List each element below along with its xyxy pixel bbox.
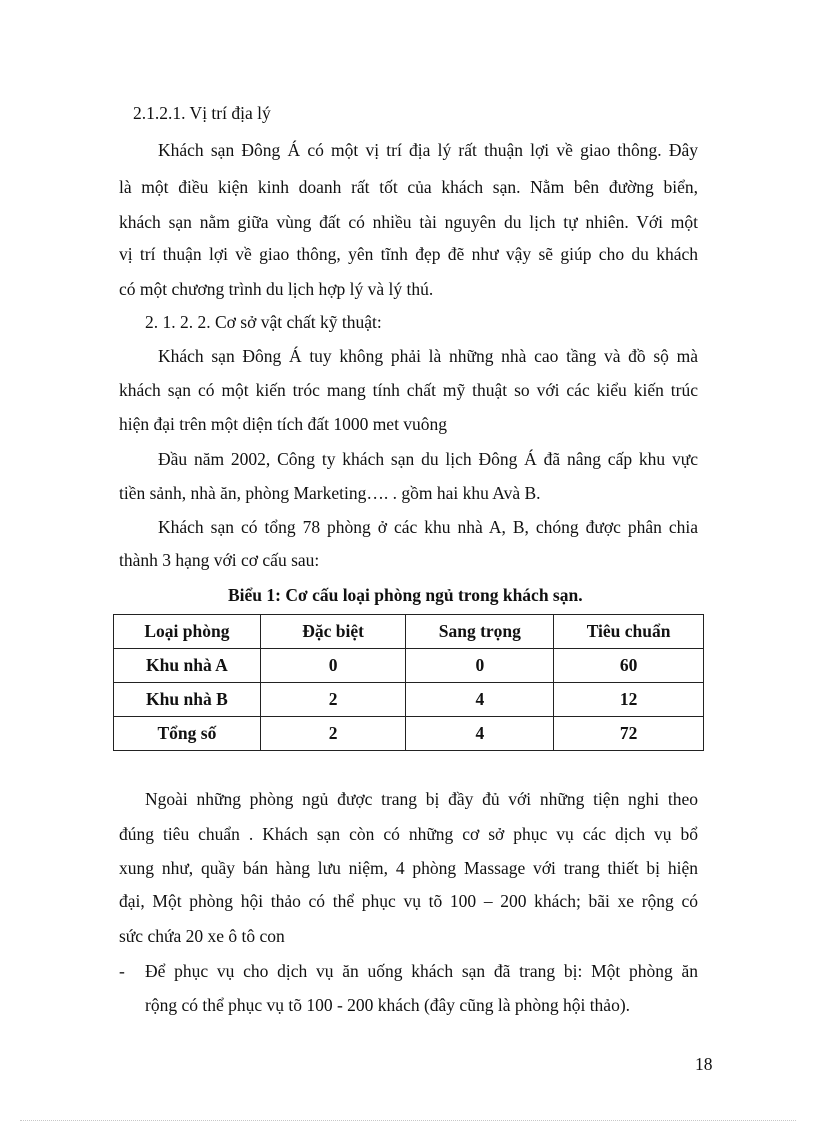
paragraph-line: đúng tiêu chuẩn . Khách sạn còn có những cơ sở phục vụ các dịch vụ bổ <box>119 824 698 844</box>
table-header-cell: Tiêu chuẩn <box>554 615 704 649</box>
table-cell: 12 <box>554 683 704 717</box>
table-cell: 4 <box>406 717 554 751</box>
paragraph-line: khách sạn có một kiến tróc mang tính chất mỹ thuật so với các kiểu kiến trúc <box>119 380 698 400</box>
table-cell: Khu nhà B <box>114 683 261 717</box>
paragraph-line: xung như, quầy bán hàng lưu niệm, 4 phòng Massage với trang thiết bị hiện <box>119 858 698 878</box>
table-cell: 4 <box>406 683 554 717</box>
table-cell: 0 <box>406 649 554 683</box>
table-row <box>114 649 704 683</box>
table-cell: 0 <box>260 649 406 683</box>
table-cell: 2 <box>260 683 406 717</box>
table-header-cell: Đặc biệt <box>260 615 406 649</box>
page-number: 18 <box>695 1054 713 1074</box>
table-cell: Khu nhà A <box>114 649 261 683</box>
table-header-cell: Sang trọng <box>406 615 554 649</box>
paragraph-line: khách sạn nằm giữa vùng đất có nhiều tài nguyên du lịch tự nhiên. Với một <box>119 212 698 232</box>
section-heading: 2. 1. 2. 2. Cơ sở vật chất kỹ thuật: <box>145 312 382 332</box>
bullet-line: rộng có thể phục vụ tõ 100 - 200 khách (đây cũng là phòng hội thảo). <box>145 995 631 1015</box>
paragraph-line: là một điều kiện kinh doanh rất tốt của khách sạn. Nằm bên đường biển, <box>119 177 698 197</box>
paragraph-line: thành 3 hạng với cơ cấu sau: <box>119 550 320 570</box>
paragraph-line: tiền sảnh, nhà ăn, phòng Marketing…. . gồm hai khu Avà B. <box>119 483 541 503</box>
paragraph-line: vị trí thuận lợi về giao thông, yên tĩnh đẹp đẽ như vậy sẽ giúp cho du khách <box>119 244 698 264</box>
paragraph-line: Khách sạn Đông Á tuy không phải là những nhà cao tầng và đồ sộ mà <box>158 346 698 366</box>
paragraph-line: hiện đại trên một diện tích đất 1000 met vuông <box>119 414 448 434</box>
room-structure-table <box>113 614 704 751</box>
paragraph-line: sức chứa 20 xe ô tô con <box>119 926 285 946</box>
bullet-marker: - <box>119 961 125 981</box>
paragraph-line: có một chương trình du lịch hợp lý và lý thú. <box>119 279 434 299</box>
table-cell: 2 <box>260 717 406 751</box>
page-bottom-rule <box>20 1120 796 1121</box>
table-cell: Tổng số <box>114 717 261 751</box>
table-header-row <box>114 615 704 649</box>
table-row <box>114 717 704 751</box>
paragraph-line: Khách sạn có tổng 78 phòng ở các khu nhà A, B, chóng được phân chia <box>158 517 698 537</box>
table-cell: 60 <box>554 649 704 683</box>
section-heading: 2.1.2.1. Vị trí địa lý <box>133 103 271 123</box>
paragraph-line: đại, Một phòng hội thảo có thể phục vụ tõ 100 – 200 khách; bãi xe rộng có <box>119 891 698 911</box>
paragraph-line: Ngoài những phòng ngủ được trang bị đầy đủ với những tiện nghi theo <box>145 789 698 809</box>
paragraph-line: Khách sạn Đông Á có một vị trí địa lý rất thuận lợi về giao thông. Đây <box>158 140 698 160</box>
table-cell: 72 <box>554 717 704 751</box>
table-header-cell: Loại phòng <box>114 615 261 649</box>
paragraph-line: Đầu năm 2002, Công ty khách sạn du lịch Đông Á đã nâng cấp khu vực <box>158 449 698 469</box>
table-row <box>114 683 704 717</box>
table-title: Biểu 1: Cơ cấu loại phòng ngủ trong khách sạn. <box>228 585 583 605</box>
bullet-line: Để phục vụ cho dịch vụ ăn uống khách sạn đã trang bị: Một phòng ăn <box>145 961 698 981</box>
